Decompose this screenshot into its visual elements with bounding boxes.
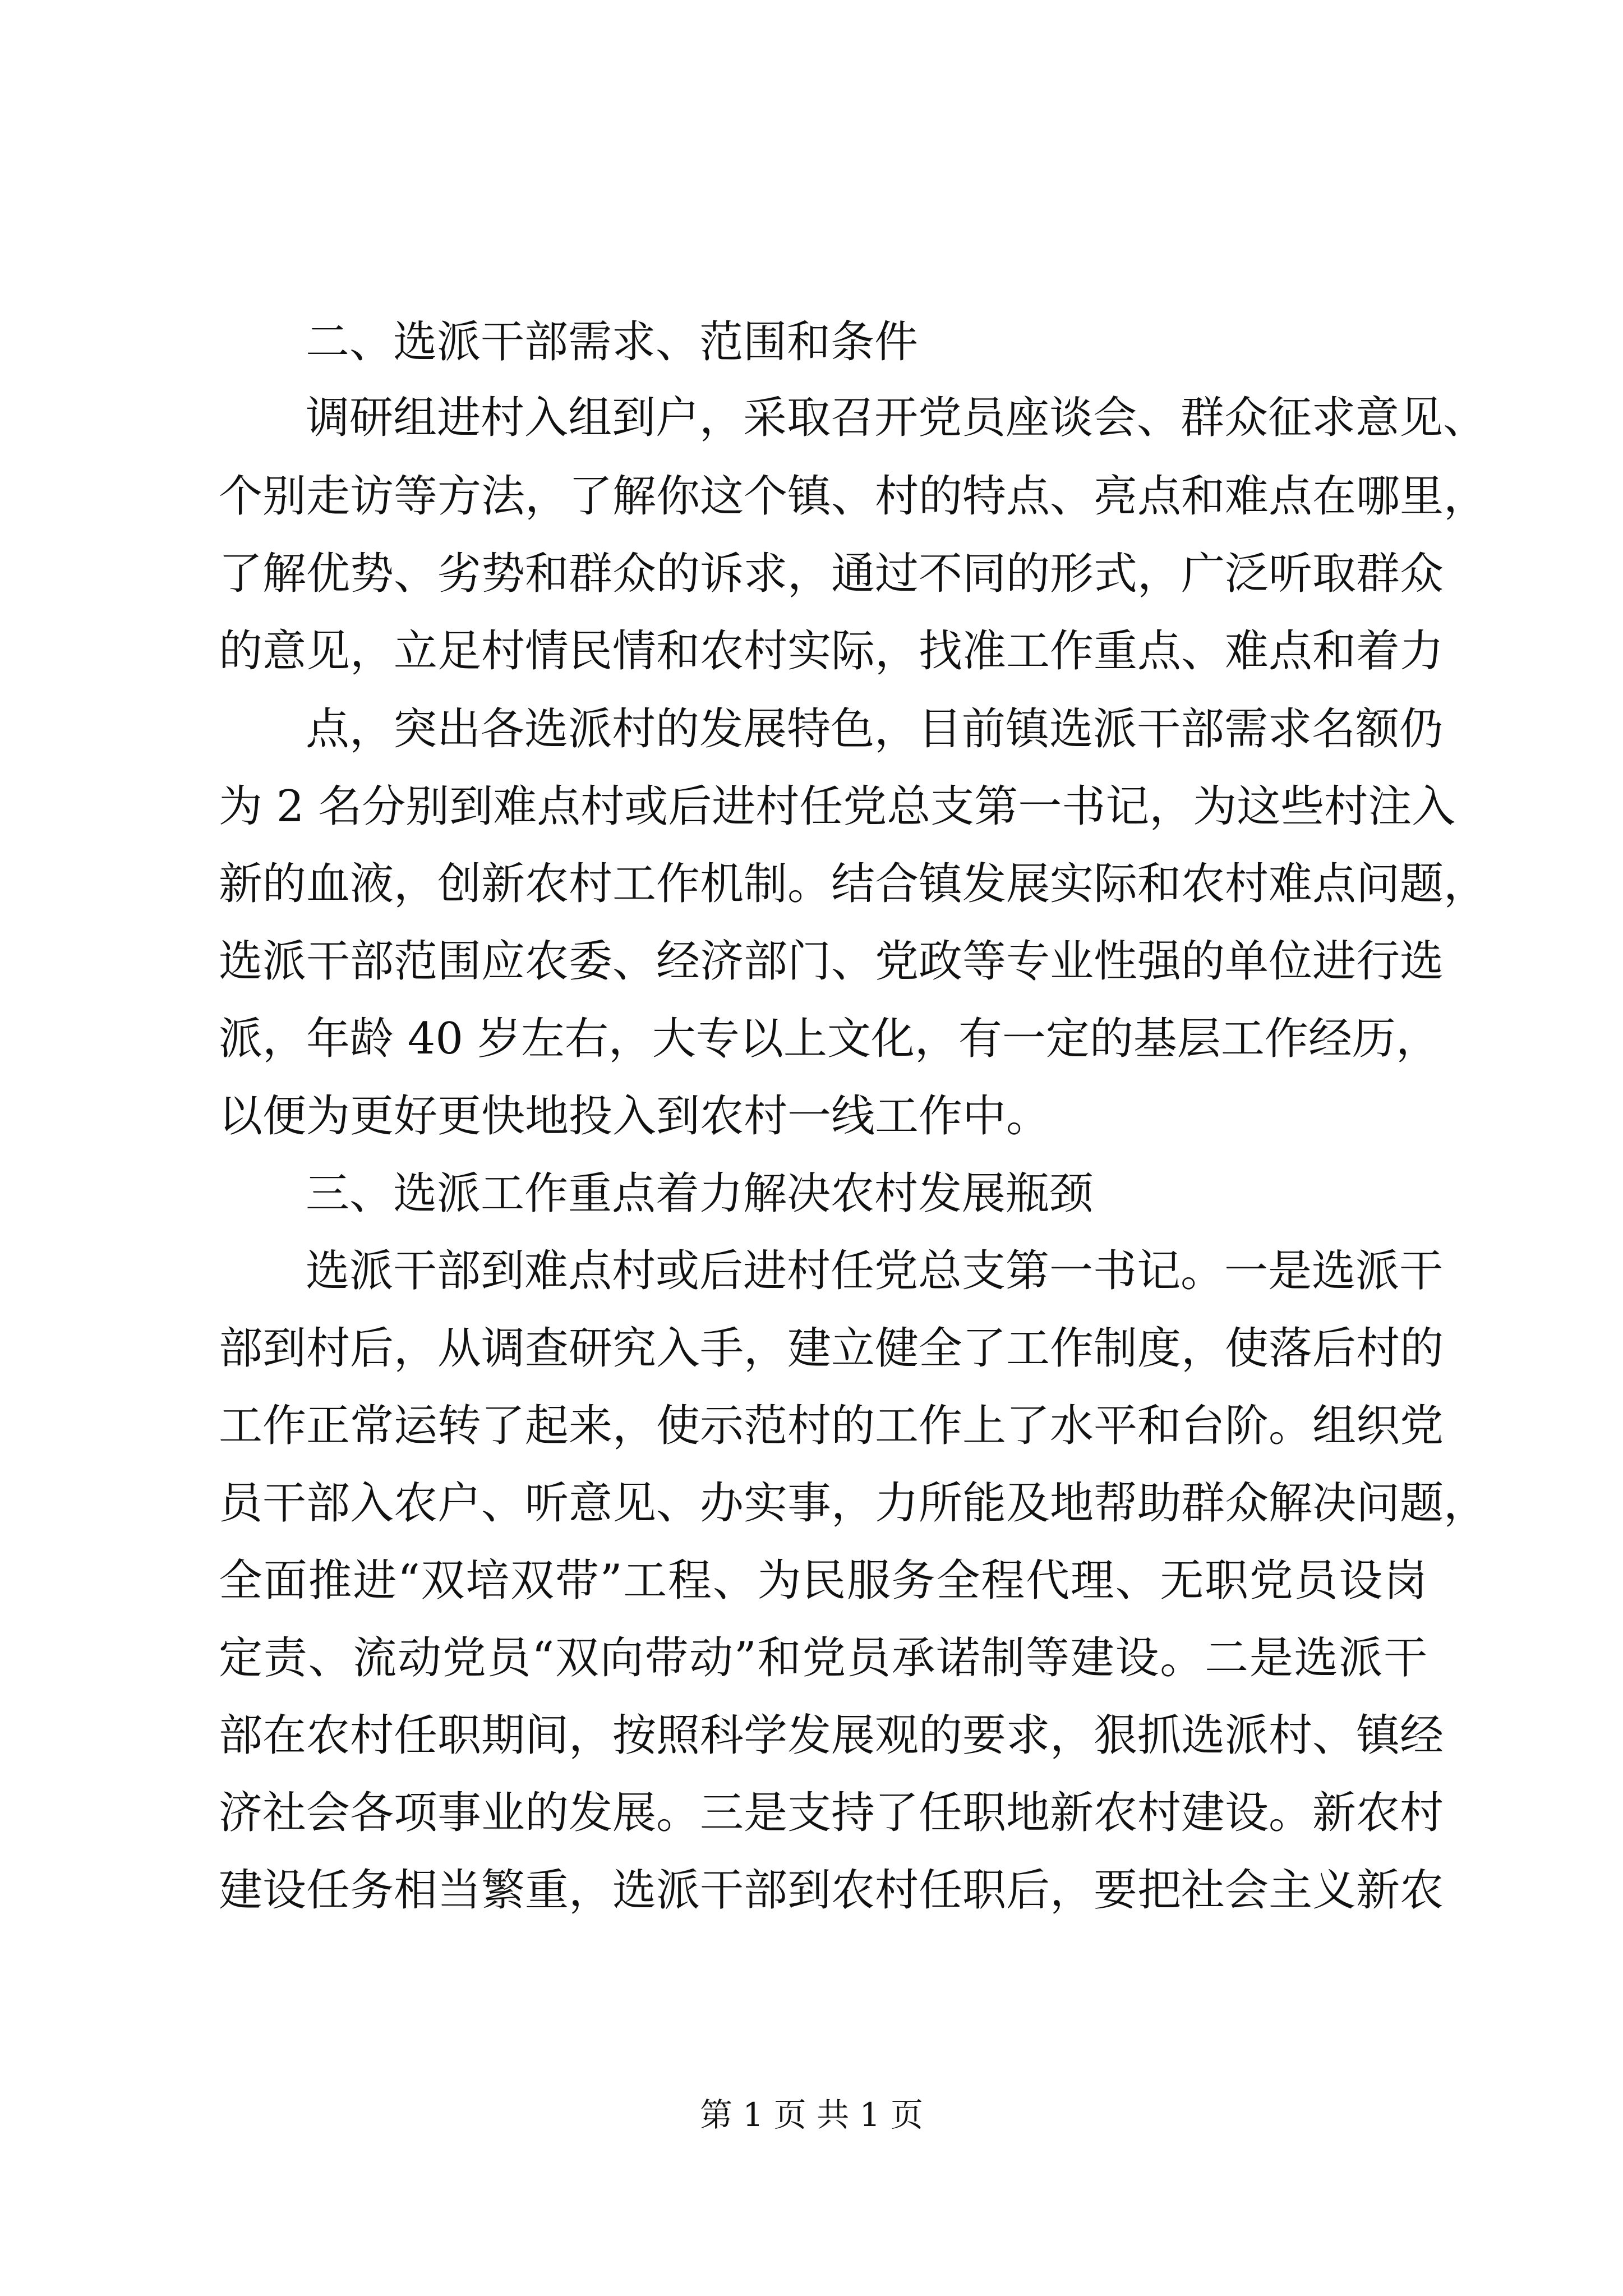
paragraph-line: 的意见，立足村情民情和农村实际，找准工作重点、难点和着力 — [219, 626, 1444, 677]
paragraph-line: 选派干部到难点村或后进村任党总支第一书记。一是选派干 — [306, 1246, 1444, 1296]
paragraph-line: 济社会各项事业的发展。三是支持了任职地新农村建设。新农村 — [219, 1788, 1444, 1838]
paragraph-line: 部到村后，从调查研究入手，建立健全了工作制度，使落后村的 — [219, 1323, 1444, 1374]
paragraph-line: 派，年龄 40 岁左右，大专以上文化，有一定的基层工作经历， — [219, 1014, 1440, 1064]
paragraph-line: 新的血液，创新农村工作机制。结合镇发展实际和农村难点问题， — [219, 859, 1488, 909]
paragraph-line: 部在农村任职期间，按照科学发展观的要求，狠抓选派村、镇经 — [219, 1710, 1444, 1761]
paragraph-line: 点，突出各选派村的发展特色，目前镇选派干部需求名额仍 — [306, 704, 1444, 754]
paragraph-line: 了解优势、劣势和群众的诉求，通过不同的形式，广泛听取群众 — [219, 549, 1444, 599]
paragraph-line: 以便为更好更快地投入到农村一线工作中。 — [219, 1091, 1050, 1142]
paragraph-line: 定责、流动党员“双向带动”和党员承诺制等建设。二是选派干 — [219, 1633, 1427, 1683]
paragraph-line: 工作正常运转了起来，使示范村的工作上了水平和台阶。组织党 — [219, 1401, 1444, 1451]
section-heading-2: 二、选派干部需求、范围和条件 — [306, 317, 919, 367]
paragraph-line: 全面推进“双培双带”工程、为民服务全程代理、无职党员设岗 — [219, 1556, 1427, 1606]
paragraph-line: 调研组进村入组到户，采取召开党员座谈会、群众征求意见、 — [306, 393, 1487, 443]
paragraph-line: 建设任务相当繁重，选派干部到农村任职后，要把社会主义新农 — [219, 1865, 1444, 1916]
paragraph-line: 个别走访等方法，了解你这个镇、村的特点、亮点和难点在哪里， — [219, 471, 1488, 522]
paragraph-line: 选派干部范围应农委、经济部门、党政等专业性强的单位进行选 — [219, 936, 1444, 987]
paragraph-line: 员干部入农户、听意见、办实事，力所能及地帮助群众解决问题， — [219, 1478, 1488, 1529]
paragraph-line: 为 2 名分别到难点村或后进村任党总支第一书记，为这些村注入 — [219, 781, 1456, 832]
page-footer: 第 1 页 共 1 页 — [700, 2096, 923, 2134]
section-heading-3: 三、选派工作重点着力解决农村发展瓶颈 — [306, 1168, 1094, 1219]
